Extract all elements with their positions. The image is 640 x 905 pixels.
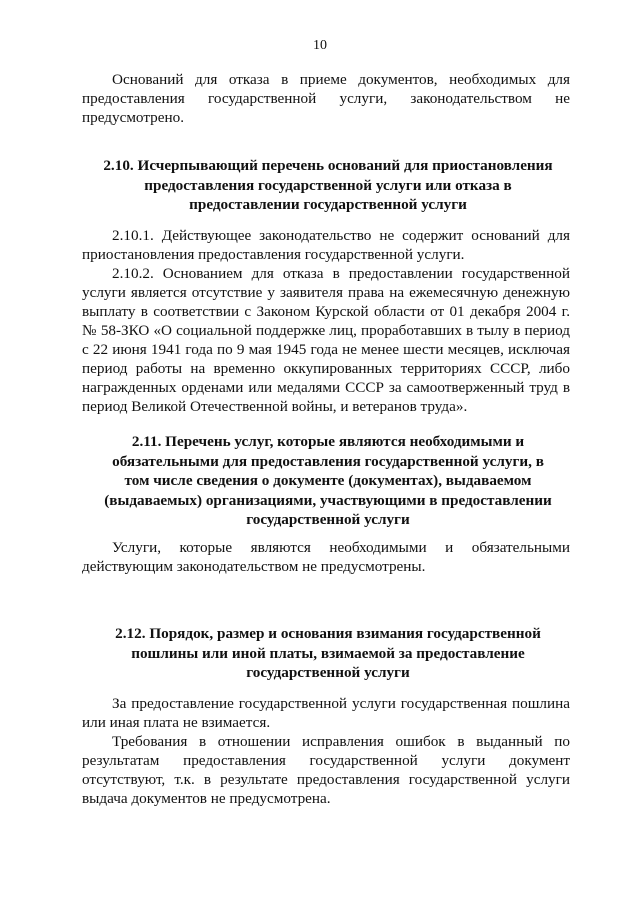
section-2-11-heading: 2.11. Перечень услуг, которые являются необходимыми и обязательными для предоставления государственной услуги, в том числе сведения о документе (документах), выдаваемом (выдаваемых) организациями, участвующими в предоставлении государственной услуги: [104, 433, 552, 528]
intro-paragraph: Оснований для отказа в приеме документов, необходимых для предоставления государственной услуги, законодательством не предусмотрено.: [82, 71, 570, 126]
section-2-11-paragraph-1: Услуги, которые являются необходимыми и обязательными действующим законодательством не предусмотрены.: [82, 539, 570, 575]
intro-block: [82, 70, 570, 127]
section-2-10-paragraph-2: 2.10.2. Основанием для отказа в предоставлении государственной услуги является отсутствие у заявителя права на ежемесячную денежную выплату в соответствии с Законом Курской области от 01 декабря 2004 г. № 58-ЗКО «О социальной поддержке лиц, проработавших в тылу в период с 22 июня 1941 года по 9 мая 1945 года не менее шести месяцев, исключая период работы на временно оккупированных территориях СССР, либо награжденных орденами или медалями СССР за самоотверженный труд в период Великой Отечественной войны, и ветеранов труда».: [82, 265, 570, 415]
section-2-12-paragraph-2: Требования в отношении исправления ошибок в выданный по результатам предоставления государственной услуги документ отсутствуют, т.к. в результате предоставления государственной услуги выдача документов не предусмотрена.: [82, 733, 570, 807]
section-2-12-paragraph-1: За предоставление государственной услуги государственная пошлина или иная плата не взимается.: [82, 695, 570, 731]
section-2-10-paragraph-1: 2.10.1. Действующее законодательство не содержит оснований для приостановления предоставления государственной услуги.: [82, 227, 570, 263]
section-2-11-body: [82, 538, 570, 576]
page-number: 10: [313, 38, 327, 53]
section-2-12-body: [82, 694, 570, 808]
section-2-12-heading: 2.12. Порядок, размер и основания взимания государственной пошлины или иной платы, взимаемой за предоставление государственной услуги: [115, 625, 541, 681]
section-2-10-body: [82, 226, 570, 416]
section-2-10-heading: 2.10. Исчерпывающий перечень оснований для приостановления предоставления государственной услуги или отказа в предоставлении государственной услуги: [103, 157, 553, 213]
